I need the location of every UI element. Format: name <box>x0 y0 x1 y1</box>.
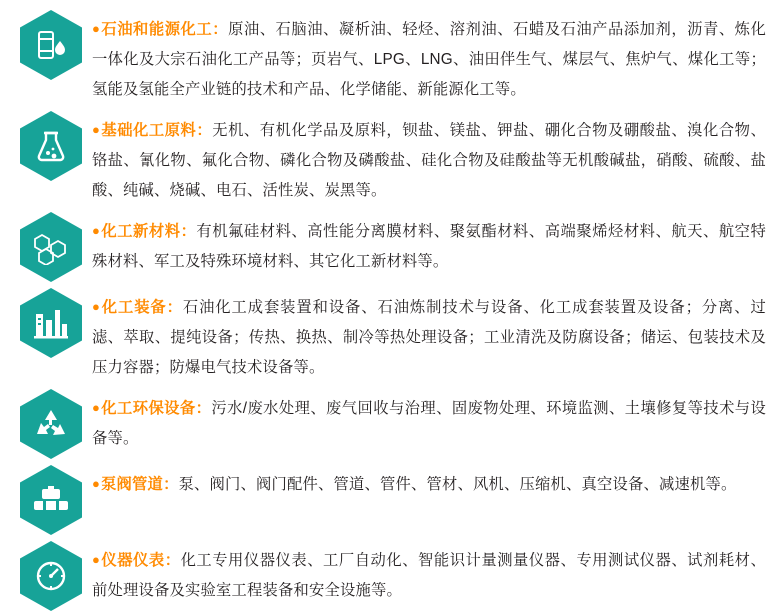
separator: ： <box>164 552 181 569</box>
category-label: 化工环保设备 <box>101 400 196 417</box>
list-item-text <box>90 463 766 500</box>
bullet-icon: ● <box>92 552 101 567</box>
erlenmeyer-flask-icon <box>20 111 82 181</box>
list-item-text <box>90 539 766 606</box>
recycling-icon <box>20 389 82 459</box>
icon-badge <box>12 210 90 282</box>
list-item <box>12 539 766 611</box>
paragraph <box>92 469 766 500</box>
bullet-icon: ● <box>92 476 101 491</box>
category-label: 基础化工原料 <box>101 122 197 139</box>
category-body: 泵、阀门、阀门配件、管道、管件、管材、风机、压缩机、真空设备、减速机等。 <box>178 476 737 493</box>
gauge-meter-icon <box>20 541 82 611</box>
list-item <box>12 387 766 459</box>
list-item-text <box>90 210 766 277</box>
separator: ： <box>196 122 213 139</box>
category-body: 有机氟硅材料、高性能分离膜材料、聚氨酯材料、高端聚烯烃材料、航天、航空特殊材料、军工及特殊环境材料、其它化工新材料等。 <box>92 223 767 270</box>
bullet-icon: ● <box>92 122 101 137</box>
list-item-text <box>90 109 766 206</box>
bullet-icon: ● <box>92 223 101 238</box>
paragraph <box>92 14 766 105</box>
category-body: 原油、石脑油、凝析油、轻烃、溶剂油、石蜡及石油产品添加剂，沥青、炼化一体化及大宗石油化工产品等；页岩气、LPG、LNG、油田伴生气、煤层气、焦炉气、煤化工等；氢能及氢能全产业链的技术和产品、化学储能、新能源化工等。 <box>92 21 766 98</box>
list-item-text <box>90 387 766 454</box>
category-body: 污水/废水处理、废气回收与治理、固废物处理、环境监测、土壤修复等技术与设备等。 <box>92 400 767 447</box>
bullet-icon: ● <box>92 21 101 36</box>
category-label: 化工装备 <box>101 299 167 316</box>
icon-badge <box>12 8 90 80</box>
pump-valve-pipe-icon <box>20 465 82 535</box>
chemical-plant-icon <box>20 288 82 358</box>
list-item <box>12 286 766 383</box>
separator: ： <box>180 223 197 240</box>
category-body: 化工专用仪器仪表、工厂自动化、智能识计量测量仪器、专用测试仪器、试剂耗材、前处理设备及实验室工程装备和安全设施等。 <box>92 552 766 599</box>
icon-badge <box>12 387 90 459</box>
separator: ： <box>212 21 229 38</box>
category-body: 无机、有机化学品及原料，钡盐、镁盐、钾盐、硼化合物及硼酸盐、溴化合物、铬盐、氰化物、氟化合物、磷化合物及磷酸盐、硅化合物及硅酸盐等无机酸碱盐，硝酸、硫酸、盐酸、纯碱、烧碱、电石、活性炭、炭黑等。 <box>92 122 766 199</box>
icon-badge <box>12 109 90 181</box>
paragraph <box>92 115 766 206</box>
list-item <box>12 210 766 282</box>
bullet-icon: ● <box>92 400 101 415</box>
paragraph <box>92 292 766 383</box>
molecule-hexagon-icon <box>20 212 82 282</box>
category-body: 石油化工成套装置和设备、石油炼制技术与设备、化工成套装置及设备；分离、过滤、萃取、提纯设备；传热、换热、制冷等热处理设备；工业清洗及防腐设备；储运、包装技术及压力容器；防爆电气技术设备等。 <box>92 299 766 376</box>
icon-badge <box>12 539 90 611</box>
category-label: 化工新材料 <box>101 223 181 240</box>
list-item-text <box>90 286 766 383</box>
separator: ： <box>195 400 212 417</box>
separator: ： <box>163 476 179 493</box>
paragraph <box>92 545 766 606</box>
paragraph <box>92 393 766 454</box>
category-label: 泵阀管道 <box>101 476 164 493</box>
list-item <box>12 8 766 105</box>
bullet-icon: ● <box>92 299 101 314</box>
paragraph <box>92 216 766 277</box>
list-item <box>12 463 766 535</box>
icon-badge <box>12 463 90 535</box>
separator: ： <box>166 299 183 316</box>
category-label: 仪器仪表 <box>101 552 165 569</box>
list-item-text <box>90 8 766 105</box>
list-item <box>12 109 766 206</box>
icon-badge <box>12 286 90 358</box>
category-label: 石油和能源化工 <box>101 21 213 38</box>
oil-drop-barrel-icon <box>20 10 82 80</box>
